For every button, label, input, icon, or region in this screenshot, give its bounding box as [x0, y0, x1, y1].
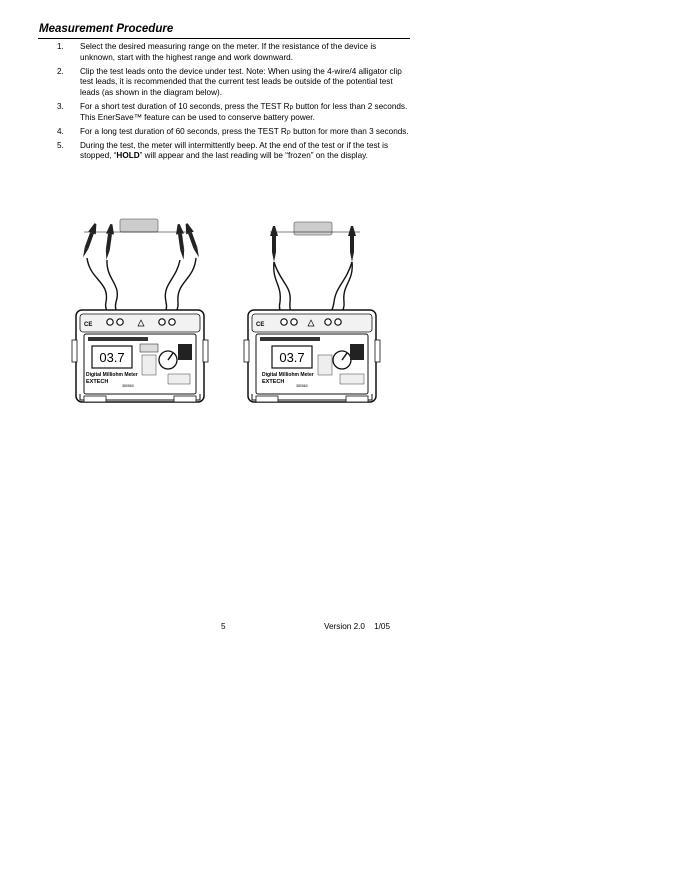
- meter-name: Digital Milliohm Meter: [86, 372, 138, 378]
- device-under-test: [120, 219, 158, 232]
- input-jack: [325, 319, 331, 325]
- step-text: Clip the test leads onto the device under test. Note: When using the 4-wire/4 alligator clip test leads, it is recommended that the current test leads be outside of the potential test leads (as shown in the diagram below).: [80, 66, 402, 97]
- input-jack: [291, 319, 297, 325]
- step-number: 3.: [57, 101, 64, 111]
- step-number: 5.: [57, 140, 64, 150]
- ce-mark: CE: [256, 322, 265, 328]
- step-number: 1.: [57, 42, 64, 51]
- input-jack: [159, 319, 165, 325]
- input-jack: [335, 319, 341, 325]
- alligator-clip: [183, 222, 203, 259]
- alligator-clip: [270, 226, 278, 262]
- alligator-clip: [175, 224, 188, 261]
- input-jack: [117, 319, 123, 325]
- page-number: 5: [221, 622, 226, 631]
- section-heading: Measurement Procedure: [39, 23, 174, 35]
- step-text: For a long test duration of 60 seconds, press the TEST $R_P$ button for more than 3 seconds.: [80, 126, 409, 137]
- two-wire-meter: [244, 222, 380, 402]
- input-jack: [107, 319, 113, 325]
- step-number: 4.: [57, 126, 64, 136]
- input-jack: [169, 319, 175, 325]
- brand-logo: EXTECH: [262, 379, 285, 385]
- model-number: 380560: [122, 384, 134, 388]
- procedure-steps: [57, 42, 410, 165]
- alligator-clip: [79, 222, 99, 259]
- alligator-clip: [348, 226, 356, 262]
- ce-mark: CE: [84, 322, 93, 328]
- step-item: [57, 141, 410, 162]
- step-item: [57, 42, 410, 63]
- version-label: Version 2.0 1/05: [324, 622, 390, 631]
- alligator-clip: [102, 224, 115, 261]
- display-reading: 03.7: [99, 350, 125, 365]
- input-jack: [281, 319, 287, 325]
- model-number: 380560: [296, 384, 308, 388]
- heading-rule: [38, 38, 410, 39]
- step-number: 2.: [57, 66, 64, 76]
- brand-logo: EXTECH: [86, 379, 109, 385]
- meter-name: Digital Milliohm Meter: [262, 372, 314, 378]
- step-text: During the test, the meter will intermittently beep. At the end of the test or if the test is stopped, “HOLD” will appear and the last reading will be “frozen” on the display.: [80, 140, 389, 161]
- step-item: [57, 127, 410, 138]
- step-item: [57, 102, 410, 123]
- step-text: Select the desired measuring range on the meter. If the resistance of the device is unknown, start with the highest range and work downward.: [80, 42, 377, 62]
- four-wire-meter: [72, 219, 208, 402]
- display-reading: 03.7: [279, 350, 305, 365]
- device-under-test: [294, 222, 332, 235]
- step-item: [57, 67, 410, 99]
- meter-connection-diagram: [70, 210, 390, 410]
- step-text: For a short test duration of 10 seconds, press the TEST $R_P$ button for less than 2 seconds. This EnerSave™ feature can be used to conserve battery power.: [80, 101, 408, 122]
